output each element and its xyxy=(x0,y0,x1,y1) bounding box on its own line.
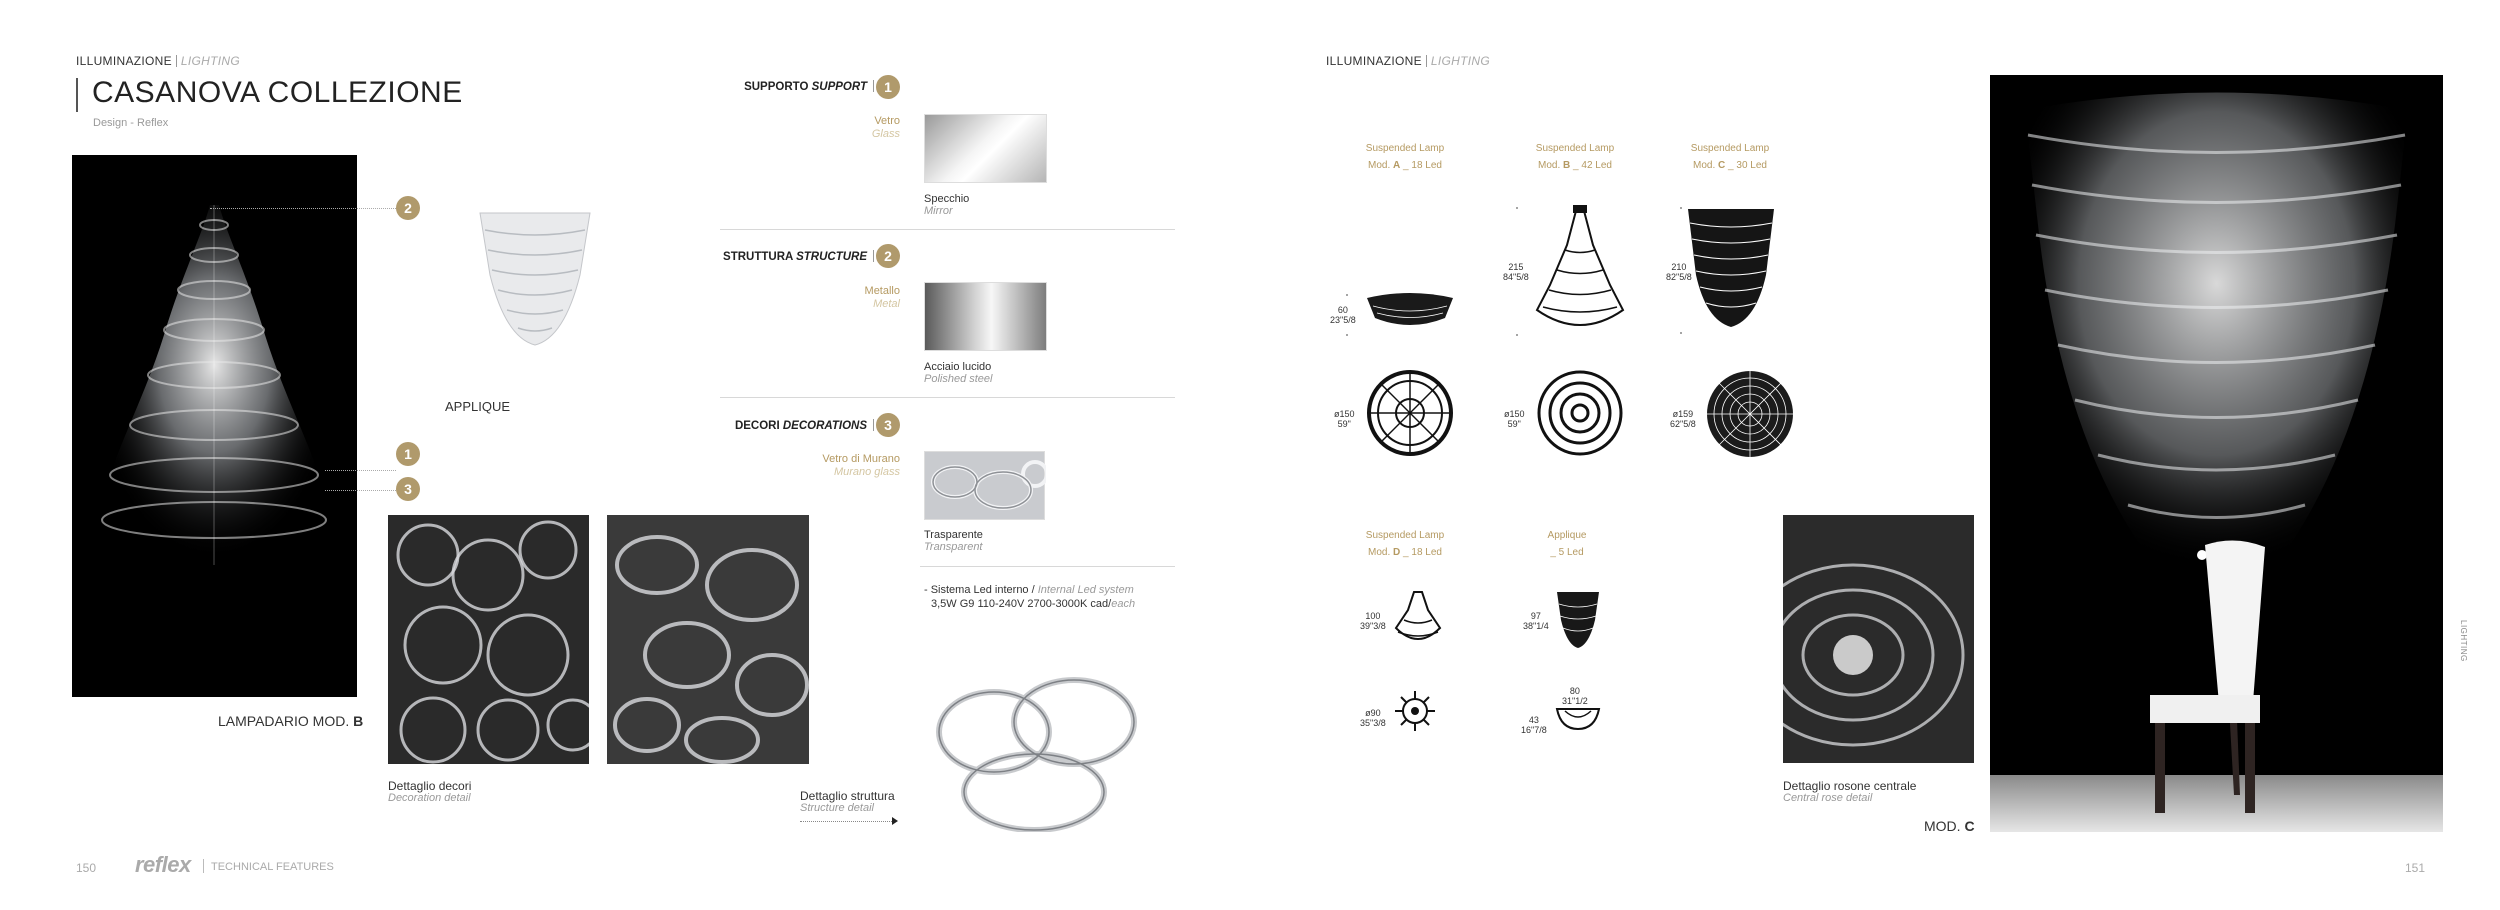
callout-leader-3 xyxy=(325,490,396,491)
side-tab-label: LIGHTING xyxy=(2459,620,2468,662)
model-d-type: Suspended Lamp xyxy=(1365,530,1445,541)
header-en: LIGHTING xyxy=(180,54,240,68)
mirror-swatch xyxy=(924,114,1047,183)
page-subtitle: Design - Reflex xyxy=(93,117,169,129)
model-c-height: 210 82"5/8 xyxy=(1666,262,1692,282)
structure-detail-caption: Dettaglio struttura xyxy=(800,789,895,803)
spec-sep-2: / xyxy=(1108,598,1112,610)
model-b-type: Suspended Lamp xyxy=(1535,143,1615,154)
right-page-number: 151 xyxy=(2405,861,2426,875)
section-structure-finish-en: Polished steel xyxy=(924,373,993,385)
applique-height: 97 38"1/4 xyxy=(1523,611,1549,631)
model-b-elevation-drawing xyxy=(1535,205,1625,340)
footer-section-label: TECHNICAL FEATURES xyxy=(211,861,334,873)
murano-glass-swatch xyxy=(924,451,1045,520)
model-b-plan-drawing xyxy=(1537,370,1623,461)
spec-sep-1: / xyxy=(1031,584,1035,596)
section-divider-3 xyxy=(920,566,1175,567)
right-header-it: ILLUMINAZIONE xyxy=(1326,54,1422,68)
section-divider-1 xyxy=(720,229,1175,230)
hero-chandelier-mod-c-photo xyxy=(1990,75,2443,832)
section-structure-material-it: Metallo xyxy=(864,285,900,297)
reflex-logo: reflex xyxy=(135,852,191,877)
page-title: CASANOVA COLLEZIONE xyxy=(92,76,463,109)
dim-dot xyxy=(1680,332,1682,334)
main-caption-model: B xyxy=(353,713,364,729)
structure-detail-caption-en: Structure detail xyxy=(800,802,874,814)
section-support-en: SUPPORT xyxy=(811,81,867,93)
section-structure-material-en: Metal xyxy=(873,298,900,310)
right-page-header xyxy=(1326,54,1490,68)
spec-line-2 xyxy=(931,597,1135,611)
model-d-diameter: ø90 35"3/8 xyxy=(1360,708,1386,728)
section-decorations-heading xyxy=(680,419,880,432)
model-c-type: Suspended Lamp xyxy=(1690,143,1770,154)
section-support-finish-it: Specchio xyxy=(924,193,970,205)
decoration-detail-caption: Dettaglio decori xyxy=(388,779,472,793)
glass-ring-closeup-photo xyxy=(924,662,1164,832)
section-support-it: SUPPORTO xyxy=(744,81,809,93)
dim-dot xyxy=(1346,334,1348,336)
model-d-label xyxy=(1360,527,1450,561)
main-caption xyxy=(218,713,363,729)
section-support-heading xyxy=(680,80,880,93)
rose-detail-caption-en: Central rose detail xyxy=(1783,792,1873,804)
model-c-plan-drawing xyxy=(1705,369,1795,464)
polished-steel-swatch xyxy=(924,282,1047,351)
rose-detail-caption: Dettaglio rosone centrale xyxy=(1783,779,1917,793)
main-caption-prefix: LAMPADARIO MOD. xyxy=(218,713,350,729)
model-a-label xyxy=(1360,140,1450,174)
model-c-diameter: ø159 62"5/8 xyxy=(1670,409,1696,429)
section-structure-it: STRUTTURA xyxy=(723,251,793,263)
model-a-elevation-drawing xyxy=(1365,280,1455,340)
decoration-detail-photo xyxy=(388,515,589,764)
model-c-code: Mod. C _ 30 Led xyxy=(1693,160,1767,171)
applique-label: APPLIQUE xyxy=(445,399,511,414)
dim-dot xyxy=(1516,207,1518,209)
applique-model-type: Applique xyxy=(1547,530,1587,541)
structure-detail-leader xyxy=(800,821,896,822)
section-support-material-en: Glass xyxy=(871,128,900,140)
applique-photo xyxy=(465,205,605,350)
spec-led-system-it: - Sistema Led interno xyxy=(924,584,1029,596)
model-a-type: Suspended Lamp xyxy=(1365,143,1445,154)
model-b-code: Mod. B _ 42 Led xyxy=(1538,160,1612,171)
left-page-header xyxy=(76,54,240,68)
callout-3: 3 xyxy=(396,477,420,501)
section-decorations-material-it: Vetro di Murano xyxy=(822,453,900,465)
applique-model-leds: _ 5 Led xyxy=(1550,547,1584,558)
callout-1: 1 xyxy=(396,442,420,466)
section-structure-heading xyxy=(680,250,880,263)
callout-leader-1 xyxy=(325,470,396,471)
section-structure-en: STRUCTURE xyxy=(796,251,867,263)
central-rose-detail-photo xyxy=(1783,515,1974,763)
section-decorations-material-en: Murano glass xyxy=(833,466,900,478)
model-b-diameter: ø150 59" xyxy=(1504,409,1525,429)
dim-dot xyxy=(1680,207,1682,209)
model-b-height: 215 84"5/8 xyxy=(1503,262,1529,282)
model-c-label xyxy=(1685,140,1775,174)
section-support-material-it: Vetro xyxy=(874,115,900,127)
model-a-plan-drawing xyxy=(1367,370,1453,461)
footer-separator xyxy=(203,859,204,873)
callout-2: 2 xyxy=(396,196,420,220)
decoration-detail-caption-en: Decoration detail xyxy=(388,792,471,804)
arrow-right-icon xyxy=(892,817,898,825)
structure-detail-photo xyxy=(607,515,809,764)
section-decorations-number: 3 xyxy=(876,413,900,437)
model-a-diameter: ø150 59" xyxy=(1334,409,1355,429)
model-d-height: 100 39"3/8 xyxy=(1360,611,1386,631)
header-it: ILLUMINAZIONE xyxy=(76,54,172,68)
section-divider-2 xyxy=(720,397,1175,398)
applique-elevation-drawing xyxy=(1555,590,1601,655)
section-decorations-finish-it: Trasparente xyxy=(924,529,983,541)
callout-leader-2 xyxy=(210,208,396,209)
dim-dot xyxy=(1346,294,1348,296)
spec-each-en: each xyxy=(1111,598,1136,610)
model-d-plan-drawing xyxy=(1393,689,1437,738)
title-accent-bar xyxy=(76,78,78,112)
applique-depth: 43 16"7/8 xyxy=(1521,715,1547,735)
left-page-number: 150 xyxy=(76,861,97,875)
model-b-label xyxy=(1530,140,1620,174)
section-decorations-it: DECORI xyxy=(734,420,780,432)
section-decorations-finish-en: Transparent xyxy=(924,541,983,553)
section-structure-finish-it: Acciaio lucido xyxy=(924,361,992,373)
model-d-elevation-drawing xyxy=(1390,590,1446,655)
right-header-en: LIGHTING xyxy=(1430,54,1490,68)
applique-plan-drawing xyxy=(1555,707,1601,736)
spec-led-system-en: Internal Led system xyxy=(1037,584,1134,596)
dim-dot xyxy=(1516,334,1518,336)
chandelier-photo-mod-b xyxy=(72,155,357,697)
applique-width: 80 31"1/2 xyxy=(1562,686,1588,706)
model-d-code: Mod. D _ 18 Led xyxy=(1368,547,1442,558)
spec-power: 3,5W G9 110-240V 2700-3000K cad xyxy=(931,598,1109,610)
mod-c-caption: MOD. C xyxy=(1924,818,1975,834)
section-support-number: 1 xyxy=(876,75,900,99)
model-a-code: Mod. A _ 18 Led xyxy=(1368,160,1442,171)
spec-line-1 xyxy=(924,583,1134,597)
section-structure-number: 2 xyxy=(876,244,900,268)
section-support-finish-en: Mirror xyxy=(924,205,953,217)
model-a-height: 60 23"5/8 xyxy=(1330,305,1356,325)
model-c-elevation-drawing xyxy=(1686,205,1776,336)
section-decorations-en: DECORATIONS xyxy=(782,420,867,432)
applique-model-label xyxy=(1522,527,1612,561)
